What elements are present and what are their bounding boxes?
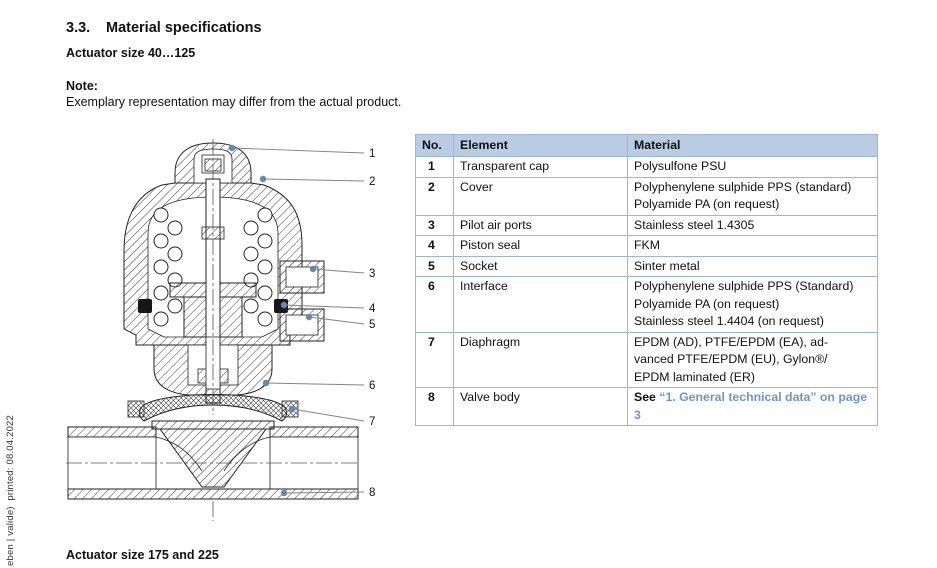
column-header-element: Element	[454, 135, 628, 157]
callout-numbers	[369, 148, 376, 499]
table-row	[416, 157, 878, 178]
material-line: Stainless steel 1.4404 (on request)	[634, 314, 825, 328]
column-header-material: Material	[628, 135, 878, 157]
cell-no: 5	[416, 256, 454, 277]
section-number: 3.3.	[66, 20, 91, 36]
cell-no: 2	[416, 177, 454, 215]
material-line: Polyamide PA (on request)	[634, 197, 780, 211]
callout-number-2: 2	[369, 176, 376, 188]
cell-material	[628, 388, 878, 426]
material-line: EPDM laminated (ER)	[634, 369, 755, 384]
note-label: Note:	[66, 79, 98, 93]
material-line: vanced PTFE/EPDM (EU), Gylon®/	[634, 352, 828, 366]
callout-number-6: 6	[369, 380, 376, 392]
cell-material	[628, 215, 878, 236]
cell-element: Piston seal	[454, 236, 628, 257]
table-row	[416, 177, 878, 215]
cell-material	[628, 277, 878, 333]
table-row	[416, 332, 878, 388]
cell-material	[628, 157, 878, 178]
table-row	[416, 236, 878, 257]
cell-element: Diaphragm	[454, 332, 628, 388]
table-row	[416, 256, 878, 277]
material-line: EPDM (AD), PTFE/EPDM (EA), ad-	[634, 334, 829, 349]
valve-body	[68, 421, 358, 499]
callout-number-7: 7	[369, 416, 376, 428]
material-line: Stainless steel 1.4305	[634, 217, 755, 232]
cell-material	[628, 256, 878, 277]
subheading-actuator-size-bottom: Actuator size 175 and 225	[66, 548, 219, 562]
table-row	[416, 215, 878, 236]
print-watermark: eben | valide) printed: 08.04.2022	[5, 414, 16, 566]
see-label: See	[634, 390, 660, 404]
piston-seal-left	[138, 299, 152, 313]
cell-element: Valve body	[454, 388, 628, 426]
callout-number-5: 5	[369, 319, 376, 331]
callout-number-4: 4	[369, 303, 376, 315]
general-technical-data-link[interactable]: “1. General technical data” on page 3	[634, 390, 868, 422]
cell-no: 7	[416, 332, 454, 388]
callout-number-1: 1	[369, 148, 376, 160]
cell-element: Pilot air ports	[454, 215, 628, 236]
material-table-body	[416, 157, 878, 426]
cell-material	[628, 332, 878, 388]
table-row	[416, 388, 878, 426]
valve-cross-section-diagram	[66, 133, 396, 528]
callout-number-8: 8	[369, 487, 376, 499]
material-line: FKM	[634, 238, 660, 252]
column-header-no: No.	[416, 135, 454, 157]
cell-no: 6	[416, 277, 454, 333]
material-line: Sinter metal	[634, 258, 700, 273]
cell-no: 4	[416, 236, 454, 257]
material-line: Polyphenylene sulphide PPS (Standard)	[634, 279, 854, 293]
table-row	[416, 277, 878, 333]
section-title: Material specifications	[106, 20, 262, 36]
cell-no: 1	[416, 157, 454, 178]
material-line: Polyamide PA (on request)	[634, 296, 780, 311]
cell-material	[628, 236, 878, 257]
cell-element: Cover	[454, 177, 628, 215]
table-header-row	[416, 135, 878, 157]
callout-number-3: 3	[369, 268, 376, 280]
material-line: Polysulfone PSU	[634, 159, 727, 173]
cell-element: Transparent cap	[454, 157, 628, 178]
section-heading	[66, 20, 262, 36]
cell-element: Socket	[454, 256, 628, 277]
material-line: Polyphenylene sulphide PPS (standard)	[634, 179, 852, 194]
material-table	[415, 134, 878, 426]
note-text: Exemplary representation may differ from the actual product.	[66, 95, 402, 109]
cell-element: Interface	[454, 277, 628, 333]
cell-no: 8	[416, 388, 454, 426]
cell-no: 3	[416, 215, 454, 236]
cell-material	[628, 177, 878, 215]
subheading-actuator-size-top: Actuator size 40…125	[66, 46, 196, 60]
